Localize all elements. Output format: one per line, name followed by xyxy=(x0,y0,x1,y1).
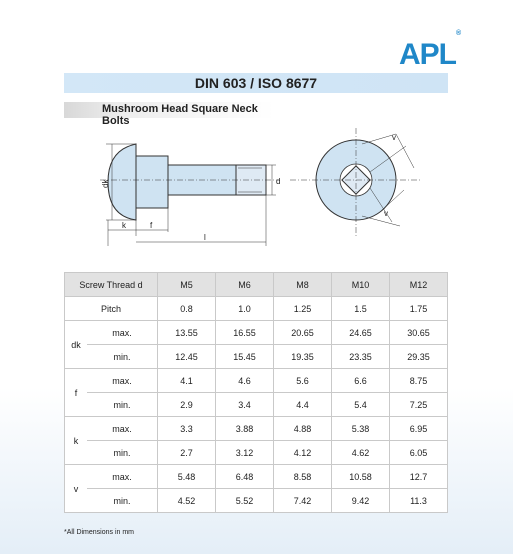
subtitle-band xyxy=(64,102,274,127)
label-f: f xyxy=(150,221,153,230)
row-label: max. xyxy=(87,369,158,393)
table-cell: 5.4 xyxy=(332,393,390,417)
table-cell: 13.55 xyxy=(158,321,216,345)
header-cell: M8 xyxy=(274,273,332,297)
table-cell: 0.8 xyxy=(158,297,216,321)
table-cell: 5.6 xyxy=(274,369,332,393)
table-cell: 30.65 xyxy=(390,321,448,345)
label-d: d xyxy=(276,177,281,186)
table-cell: 16.55 xyxy=(216,321,274,345)
table-cell: 4.52 xyxy=(158,489,216,513)
bolt-technical-drawing xyxy=(100,128,420,253)
table-cell: 5.38 xyxy=(332,417,390,441)
table-header-row xyxy=(65,273,448,297)
header-cell: M12 xyxy=(390,273,448,297)
page-title: DIN 603 / ISO 8677 xyxy=(194,75,318,91)
footnote: *All Dimensions in mm xyxy=(64,529,135,536)
header-cell: Screw Thread d xyxy=(65,273,158,297)
table-cell: 2.9 xyxy=(158,393,216,417)
row-label: min. xyxy=(87,441,158,465)
table-cell: 5.48 xyxy=(158,465,216,489)
table-cell: 6.6 xyxy=(332,369,390,393)
table-cell: 4.1 xyxy=(158,369,216,393)
row-label: max. xyxy=(87,465,158,489)
row-label: min. xyxy=(87,345,158,369)
header-cell: M6 xyxy=(216,273,274,297)
table-cell: 19.35 xyxy=(274,345,332,369)
registered-mark: ® xyxy=(456,30,462,37)
group-label-v: v xyxy=(65,465,88,513)
brand-logo xyxy=(399,30,462,71)
label-v-bottom: v xyxy=(384,209,388,218)
table-row xyxy=(65,321,448,345)
table-cell: 4.4 xyxy=(274,393,332,417)
table-cell: 4.6 xyxy=(216,369,274,393)
table-cell: 20.65 xyxy=(274,321,332,345)
group-label-k: k xyxy=(65,417,88,465)
table-row xyxy=(65,345,448,369)
table-cell: 1.25 xyxy=(274,297,332,321)
group-label-f: f xyxy=(65,369,88,417)
table-cell: 4.12 xyxy=(274,441,332,465)
table-cell: 10.58 xyxy=(332,465,390,489)
table-cell: 3.3 xyxy=(158,417,216,441)
table-cell: 7.25 xyxy=(390,393,448,417)
table-cell: 2.7 xyxy=(158,441,216,465)
table-cell: 1.0 xyxy=(216,297,274,321)
row-label: Pitch xyxy=(65,297,158,321)
title-band xyxy=(64,73,448,93)
table-row xyxy=(65,417,448,441)
table-cell: 15.45 xyxy=(216,345,274,369)
table-row xyxy=(65,441,448,465)
dimension-table xyxy=(64,272,448,513)
table-row xyxy=(65,297,448,321)
table-cell: 4.88 xyxy=(274,417,332,441)
header-cell: M5 xyxy=(158,273,216,297)
table-cell: 6.48 xyxy=(216,465,274,489)
group-label-dk: dk xyxy=(65,321,88,369)
header-cell: M10 xyxy=(332,273,390,297)
table-cell: 1.75 xyxy=(390,297,448,321)
table-cell: 24.65 xyxy=(332,321,390,345)
page-subtitle: Mushroom Head Square Neck Bolts xyxy=(102,103,258,127)
label-k: k xyxy=(122,221,126,230)
table-row xyxy=(65,369,448,393)
table-cell: 11.3 xyxy=(390,489,448,513)
table-cell: 12.45 xyxy=(158,345,216,369)
label-dk: dk xyxy=(101,179,110,188)
label-l: l xyxy=(204,233,206,242)
table-cell: 6.95 xyxy=(390,417,448,441)
table-cell: 23.35 xyxy=(332,345,390,369)
table-row xyxy=(65,489,448,513)
table-cell: 4.62 xyxy=(332,441,390,465)
table-cell: 8.58 xyxy=(274,465,332,489)
table-cell: 3.4 xyxy=(216,393,274,417)
table-cell: 8.75 xyxy=(390,369,448,393)
row-label: max. xyxy=(87,417,158,441)
table-row xyxy=(65,465,448,489)
row-label: min. xyxy=(87,393,158,417)
table-cell: 1.5 xyxy=(332,297,390,321)
table-cell: 7.42 xyxy=(274,489,332,513)
table-cell: 6.05 xyxy=(390,441,448,465)
table-row xyxy=(65,393,448,417)
row-label: min. xyxy=(87,489,158,513)
table-cell: 9.42 xyxy=(332,489,390,513)
label-v-top: v xyxy=(392,133,396,142)
table-cell: 29.35 xyxy=(390,345,448,369)
table-cell: 3.88 xyxy=(216,417,274,441)
brand-name: APL xyxy=(399,38,456,71)
row-label: max. xyxy=(87,321,158,345)
bolt-side-view xyxy=(108,144,266,220)
table-cell: 5.52 xyxy=(216,489,274,513)
table-cell: 3.12 xyxy=(216,441,274,465)
table-cell: 12.7 xyxy=(390,465,448,489)
